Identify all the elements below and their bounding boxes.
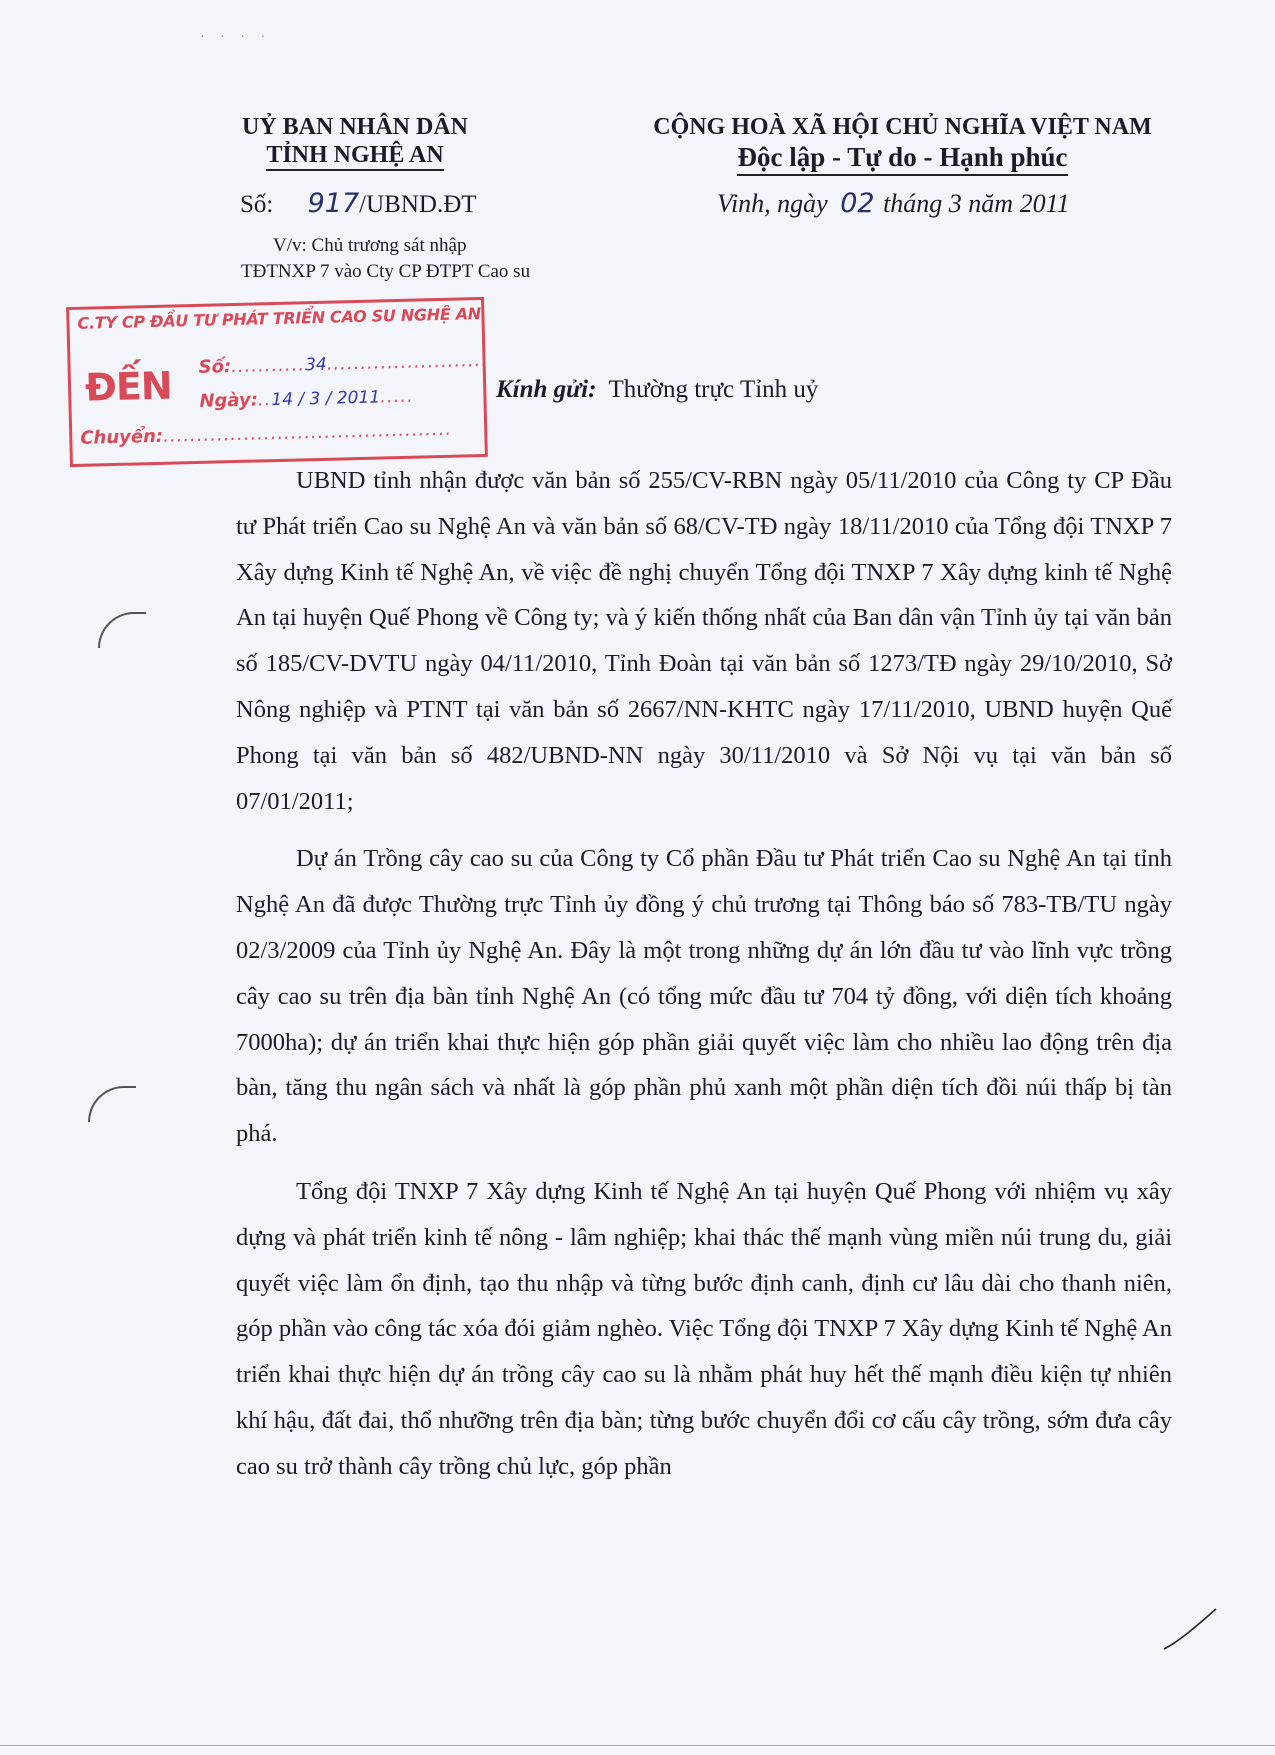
paragraph: UBND tỉnh nhận được văn bản số 255/CV-RBN ngày 05/11/2010 của Công ty CP Đầu tư Phát triển Cao su Nghệ An và văn bản số 68/CV-TĐ ngày 18/11/2010 của Tổng đội TNXP 7 Xây dựng Kinh tế Nghệ An, về việc đề nghị chuyển Tổng đội TNXP 7 Xây dựng kinh tế Nghệ An tại huyện Quế Phong về Công ty; và ý kiến thống nhất của Ban dân vận Tỉnh ủy tại văn bản số 185/CV-DVTU ngày 04/11/2010, Tỉnh Đoàn tại văn bản số 1273/TĐ ngày 29/10/2010, Sở Nông nghiệp và PTNT tại văn bản số 2667/NN-KHTC ngày 17/11/2010, UBND huyện Quế Phong tại văn bản số 482/UBND-NN ngày 30/11/2010 và Sở Nội vụ tại văn bản số 07/01/2011; xyxy=(236,467,1172,815)
received-stamp xyxy=(66,297,488,467)
issuer-line1: UỶ BAN NHÂN DÂN xyxy=(242,114,468,140)
stamp-ngay-value: 14 / 3 / 2011 xyxy=(271,387,381,411)
issuer-header xyxy=(230,113,480,171)
stamp-company: C.TY CP ĐẦU TƯ PHÁT TRIỂN CAO SU NGHỆ AN xyxy=(77,304,482,333)
paragraph: Tổng đội TNXP 7 Xây dựng Kinh tế Nghệ An tại huyện Quế Phong với nhiệm vụ xây dựng và phát triển kinh tế nông - lâm nghiệp; khai thác thế mạnh vùng miền núi trung du, giải quyết việc làm ổn định, tạo thu nhập và từng bước định canh, định cư lâu dài cho thanh niên, góp phần vào công tác xóa đói giảm nghèo. Việc Tổng đội TNXP 7 Xây dựng Kinh tế Nghệ An triển khai thực hiện dự án trồng cây cao su là nhằm phát huy hết thế mạnh điều kiện tự nhiên khí hậu, đất đai, thổ nhưỡng trên địa bàn; từng bước chuyển đổi cơ cấu cây trồng, sớm đưa cây cao su trở thành cây trồng chủ lực, góp phần xyxy=(236,1177,1172,1480)
number-handwritten: 917 xyxy=(307,188,360,219)
number-suffix: /UBND.ĐT xyxy=(359,191,477,218)
date-prefix: Vinh, ngày xyxy=(717,189,828,218)
number-prefix: Số: xyxy=(240,191,274,218)
page-edge xyxy=(0,1745,1275,1746)
letter-body xyxy=(236,458,1172,1502)
date-day: 02 xyxy=(840,188,875,219)
document-number xyxy=(240,188,477,219)
stamp-ngay-label: Ngày: xyxy=(199,389,259,412)
recipient-label: Kính gửi: xyxy=(496,376,597,403)
stamp-ngay-row: Ngày:..14 / 3 / 2011..... xyxy=(199,385,414,412)
stamp-so-value: 34 xyxy=(304,354,327,376)
date-line xyxy=(717,188,1070,219)
stamp-so-label: Số: xyxy=(198,356,232,378)
national-header xyxy=(625,113,1180,176)
pen-stroke-mark xyxy=(1160,1605,1220,1655)
recipient xyxy=(496,376,818,404)
punch-hole-mark xyxy=(98,612,146,648)
subject xyxy=(241,233,530,285)
stamp-so-row: Số:...........34........................ xyxy=(198,349,489,378)
scan-specks: · · · · xyxy=(200,30,272,45)
subject-line1: V/v: Chủ trương sát nhập xyxy=(273,235,467,256)
issuer-line2: TỈNH NGHỆ AN xyxy=(266,141,443,171)
stamp-label: ĐẾN xyxy=(84,363,173,410)
national-title: CỘNG HOÀ XÃ HỘI CHỦ NGHĨA VIỆT NAM xyxy=(653,114,1152,140)
punch-hole-mark xyxy=(88,1086,136,1122)
date-rest: tháng 3 năm 2011 xyxy=(883,189,1070,218)
stamp-chuyen-label: Chuyển: xyxy=(80,425,164,449)
stamp-chuyen-row: Chuyển:........................................... xyxy=(80,418,453,449)
paragraph: Dự án Trồng cây cao su của Công ty Cổ phần Đầu tư Phát triển Cao su Nghệ An tại tỉnh Nghệ An đã được Thường trực Tỉnh ủy đồng ý chủ trương tại Thông báo số 783-TB/TU ngày 02/3/2009 của Tỉnh ủy Nghệ An. Đây là một trong những dự án lớn đầu tư vào lĩnh vực trồng cây cao su trên địa bàn tỉnh Nghệ An (có tổng mức đầu tư 704 tỷ đồng, với diện tích khoảng 7000ha); dự án triển khai thực hiện góp phần giải quyết việc làm cho nhiều lao động trên địa bàn, tăng thu ngân sách và nhất là góp phần phủ xanh một phần diện tích đồi núi thấp bị tàn phá. xyxy=(236,845,1172,1148)
recipient-value: Thường trực Tỉnh uỷ xyxy=(608,376,819,403)
national-motto: Độc lập - Tự do - Hạnh phúc xyxy=(737,141,1067,176)
subject-line2: TĐTNXP 7 vào Cty CP ĐTPT Cao su xyxy=(241,261,531,282)
